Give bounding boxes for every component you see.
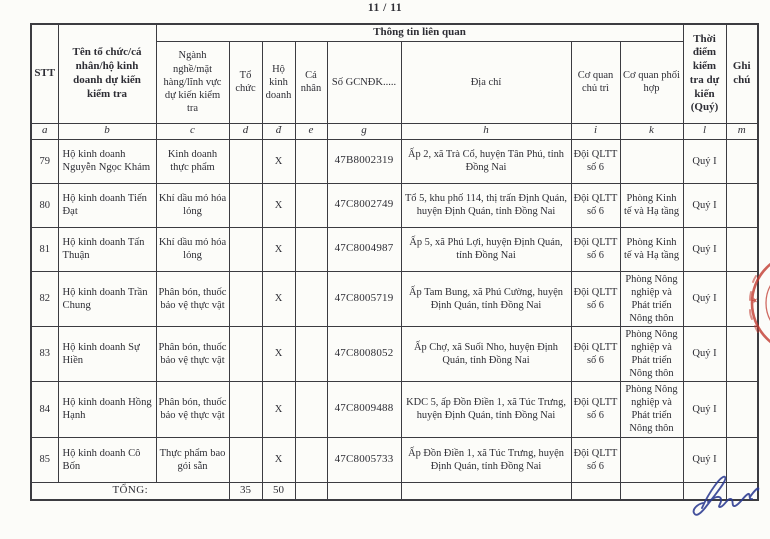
cell-org-mark bbox=[229, 326, 262, 381]
letter-g: g bbox=[327, 123, 401, 139]
total-label: TỔNG: bbox=[31, 482, 229, 500]
cell-address: Ấp Chợ, xã Suối Nho, huyện Định Quán, tỉnh Đồng Nai bbox=[401, 326, 571, 381]
cell-cert-no: 47C8002749 bbox=[327, 183, 401, 227]
cell-industry: Kinh doanh thực phẩm bbox=[156, 139, 229, 183]
cell-address: Ấp 2, xã Trà Cổ, huyện Tân Phú, tỉnh Đồng Nai bbox=[401, 139, 571, 183]
cell-lead-agency: Đội QLTT số 6 bbox=[571, 227, 620, 271]
cell-address: Ấp Đồn Điền 1, xã Túc Trưng, huyện Định Quán, tỉnh Đồng Nai bbox=[401, 437, 571, 482]
letter-h: h bbox=[401, 123, 571, 139]
cell-note bbox=[726, 437, 758, 482]
cell-household-mark: X bbox=[262, 227, 295, 271]
cell-name: Hộ kinh doanh Hồng Hạnh bbox=[58, 381, 156, 437]
cell-note bbox=[726, 381, 758, 437]
table-row bbox=[31, 139, 758, 183]
cell-org-mark bbox=[229, 183, 262, 227]
cell-individual-mark bbox=[295, 183, 327, 227]
cell-household-mark: X bbox=[262, 271, 295, 326]
total-empty-individual bbox=[295, 482, 327, 500]
letter-c: c bbox=[156, 123, 229, 139]
cell-household-mark: X bbox=[262, 326, 295, 381]
cell-name: Hộ kinh doanh Nguyễn Ngọc Khảm bbox=[58, 139, 156, 183]
total-empty-cert bbox=[327, 482, 401, 500]
cell-quarter: Quý I bbox=[683, 139, 726, 183]
cell-industry: Phân bón, thuốc bảo vệ thực vật bbox=[156, 381, 229, 437]
cell-name: Hộ kinh doanh Sự Hiền bbox=[58, 326, 156, 381]
col-header-name: Tên tổ chức/cá nhân/hộ kinh doanh dự kiến kiểm tra bbox=[58, 24, 156, 123]
col-header-address: Địa chỉ bbox=[401, 41, 571, 123]
cell-cert-no: 47C8009488 bbox=[327, 381, 401, 437]
letter-i: i bbox=[571, 123, 620, 139]
cell-quarter: Quý I bbox=[683, 381, 726, 437]
cell-industry: Khí dầu mỏ hóa lỏng bbox=[156, 227, 229, 271]
table-row bbox=[31, 227, 758, 271]
cell-name: Hộ kinh doanh Trần Chung bbox=[58, 271, 156, 326]
cell-name: Hộ kinh doanh Tấn Thuận bbox=[58, 227, 156, 271]
cell-cert-no: 47C8008052 bbox=[327, 326, 401, 381]
cell-note bbox=[726, 227, 758, 271]
total-empty-address bbox=[401, 482, 571, 500]
inspection-plan-table bbox=[30, 23, 759, 501]
col-header-time: Thời điểm kiểm tra dự kiến (Quý) bbox=[683, 24, 726, 123]
cell-stt: 83 bbox=[31, 326, 58, 381]
page-number: 11 / 11 bbox=[367, 2, 403, 14]
cell-industry: Khí dầu mỏ hóa lỏng bbox=[156, 183, 229, 227]
cell-lead-agency: Đội QLTT số 6 bbox=[571, 139, 620, 183]
table-row bbox=[31, 183, 758, 227]
letter-l: l bbox=[683, 123, 726, 139]
table-row bbox=[31, 326, 758, 381]
cell-org-mark bbox=[229, 227, 262, 271]
total-row bbox=[31, 482, 758, 500]
cell-stt: 85 bbox=[31, 437, 58, 482]
cell-address: Ấp Tam Bung, xã Phú Cường, huyện Định Quán, tỉnh Đồng Nai bbox=[401, 271, 571, 326]
letter-dd: đ bbox=[262, 123, 295, 139]
cell-stt: 81 bbox=[31, 227, 58, 271]
cell-address: Tổ 5, khu phố 114, thị trấn Định Quán, huyện Định Quán, tỉnh Đồng Nai bbox=[401, 183, 571, 227]
cell-household-mark: X bbox=[262, 183, 295, 227]
cell-individual-mark bbox=[295, 437, 327, 482]
table-row bbox=[31, 381, 758, 437]
col-header-stt: STT bbox=[31, 24, 58, 123]
letter-d: d bbox=[229, 123, 262, 139]
cell-name: Hộ kinh doanh Cô Bốn bbox=[58, 437, 156, 482]
cell-quarter: Quý I bbox=[683, 227, 726, 271]
cell-household-mark: X bbox=[262, 139, 295, 183]
cell-coord-agency bbox=[620, 437, 683, 482]
cell-org-mark bbox=[229, 381, 262, 437]
cell-household-mark: X bbox=[262, 437, 295, 482]
cell-quarter: Quý I bbox=[683, 271, 726, 326]
letter-m: m bbox=[726, 123, 758, 139]
cell-cert-no: 47B8002319 bbox=[327, 139, 401, 183]
cell-individual-mark bbox=[295, 139, 327, 183]
total-empty-lead bbox=[571, 482, 620, 500]
cell-org-mark bbox=[229, 271, 262, 326]
letter-e: e bbox=[295, 123, 327, 139]
col-header-note: Ghi chú bbox=[726, 24, 758, 123]
cell-industry: Phân bón, thuốc bảo vệ thực vật bbox=[156, 326, 229, 381]
cell-note bbox=[726, 183, 758, 227]
cell-coord-agency: Phòng Nông nghiệp và Phát triển Nông thôn bbox=[620, 271, 683, 326]
cell-stt: 79 bbox=[31, 139, 58, 183]
col-header-household: Hộ kinh doanh bbox=[262, 41, 295, 123]
letter-a: a bbox=[31, 123, 58, 139]
total-empty-quarter bbox=[683, 482, 726, 500]
cell-coord-agency: Phòng Nông nghiệp và Phát triển Nông thôn bbox=[620, 326, 683, 381]
cell-quarter: Quý I bbox=[683, 326, 726, 381]
col-header-lead-agency: Cơ quan chủ trì bbox=[571, 41, 620, 123]
cell-name: Hộ kinh doanh Tiến Đạt bbox=[58, 183, 156, 227]
cell-lead-agency: Đội QLTT số 6 bbox=[571, 183, 620, 227]
cell-stt: 82 bbox=[31, 271, 58, 326]
cell-individual-mark bbox=[295, 381, 327, 437]
table-row bbox=[31, 437, 758, 482]
cell-coord-agency: Phòng Kinh tế và Hạ tầng bbox=[620, 183, 683, 227]
column-letter-row bbox=[31, 123, 758, 139]
total-organizations: 35 bbox=[229, 482, 262, 500]
cell-note bbox=[726, 326, 758, 381]
cell-individual-mark bbox=[295, 227, 327, 271]
total-empty-coord bbox=[620, 482, 683, 500]
cell-industry: Thực phẩm bao gói sẵn bbox=[156, 437, 229, 482]
cell-individual-mark bbox=[295, 271, 327, 326]
seal-star-icon: ★ bbox=[749, 295, 760, 306]
cell-lead-agency: Đội QLTT số 6 bbox=[571, 437, 620, 482]
col-header-coord-agency: Cơ quan phối hợp bbox=[620, 41, 683, 123]
cell-address: KDC 5, ấp Đồn Điền 1, xã Túc Trưng, huyện Định Quán, tỉnh Đồng Nai bbox=[401, 381, 571, 437]
group-header-related-info: Thông tin liên quan bbox=[156, 24, 683, 41]
cell-org-mark bbox=[229, 139, 262, 183]
cell-coord-agency bbox=[620, 139, 683, 183]
letter-b: b bbox=[58, 123, 156, 139]
cell-coord-agency: Phòng Nông nghiệp và Phát triển Nông thôn bbox=[620, 381, 683, 437]
cell-household-mark: X bbox=[262, 381, 295, 437]
cell-individual-mark bbox=[295, 326, 327, 381]
col-header-industry: Ngành nghề/mặt hàng/lĩnh vực dự kiến kiểm tra bbox=[156, 41, 229, 123]
col-header-organization: Tổ chức bbox=[229, 41, 262, 123]
cell-note bbox=[726, 139, 758, 183]
col-header-individual: Cá nhân bbox=[295, 41, 327, 123]
cell-cert-no: 47C8005733 bbox=[327, 437, 401, 482]
cell-lead-agency: Đội QLTT số 6 bbox=[571, 381, 620, 437]
cell-lead-agency: Đội QLTT số 6 bbox=[571, 326, 620, 381]
cell-quarter: Quý I bbox=[683, 437, 726, 482]
cell-stt: 80 bbox=[31, 183, 58, 227]
cell-industry: Phân bón, thuốc bảo vệ thực vật bbox=[156, 271, 229, 326]
cell-stt: 84 bbox=[31, 381, 58, 437]
cell-note bbox=[726, 271, 758, 326]
cell-org-mark bbox=[229, 437, 262, 482]
total-empty-note bbox=[726, 482, 758, 500]
cell-lead-agency: Đội QLTT số 6 bbox=[571, 271, 620, 326]
cell-coord-agency: Phòng Kinh tế và Hạ tầng bbox=[620, 227, 683, 271]
cell-quarter: Quý I bbox=[683, 183, 726, 227]
letter-k: k bbox=[620, 123, 683, 139]
col-header-cert-no: Số GCNĐK..... bbox=[327, 41, 401, 123]
cell-cert-no: 47C8004987 bbox=[327, 227, 401, 271]
total-households: 50 bbox=[262, 482, 295, 500]
table-row bbox=[31, 271, 758, 326]
cell-cert-no: 47C8005719 bbox=[327, 271, 401, 326]
cell-address: Ấp 5, xã Phú Lợi, huyện Định Quán, tỉnh Đồng Nai bbox=[401, 227, 571, 271]
